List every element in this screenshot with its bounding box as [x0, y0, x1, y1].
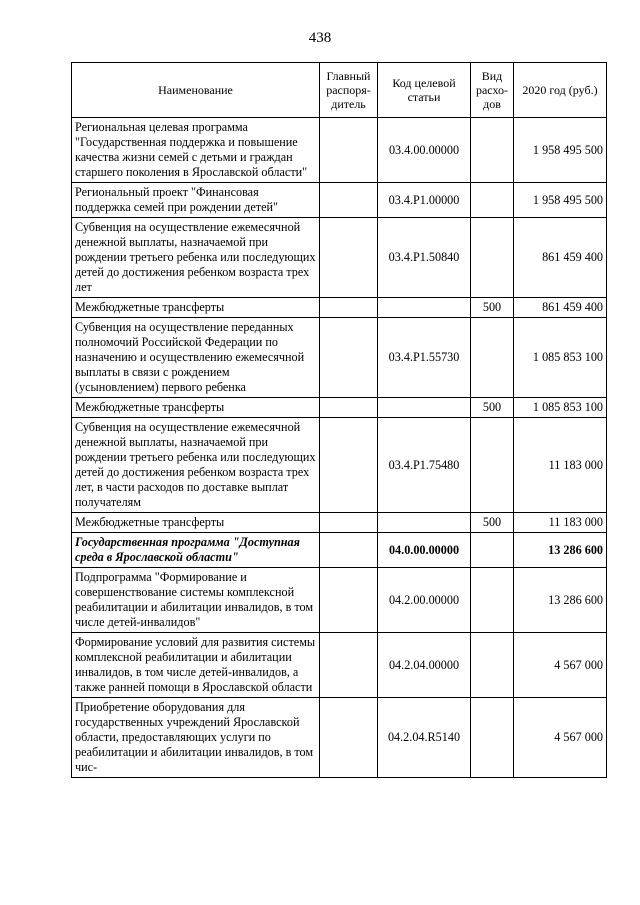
table-row — [72, 398, 607, 418]
row-code: 03.4.P1.00000 — [378, 183, 471, 218]
row-code: 03.4.P1.55730 — [378, 318, 471, 398]
row-admin — [320, 633, 378, 698]
row-vid: 500 — [471, 398, 514, 418]
row-code — [378, 298, 471, 318]
row-name: Подпрограмма "Формирование и совершенствование системы комплексной реабилитации и абилитации инвалидов, в том числе детей-инвалидов" — [72, 568, 320, 633]
header-name: Наименование — [72, 63, 320, 118]
row-name: Государственная программа "Доступная среда в Ярославской области" — [72, 533, 320, 568]
table-row — [72, 218, 607, 298]
row-name: Региональная целевая программа "Государственная поддержка и повышение качества жизни семей с детьми и граждан старшего поколения в Ярославской области" — [72, 118, 320, 183]
row-amount: 13 286 600 — [514, 568, 607, 633]
row-admin — [320, 568, 378, 633]
header-year: 2020 год (руб.) — [514, 63, 607, 118]
row-vid — [471, 218, 514, 298]
row-vid — [471, 118, 514, 183]
header-code: Код целевой статьи — [378, 63, 471, 118]
row-amount: 11 183 000 — [514, 513, 607, 533]
row-admin — [320, 298, 378, 318]
page-number: 438 — [308, 30, 332, 46]
table-row — [72, 418, 607, 513]
row-vid — [471, 698, 514, 778]
table-row — [72, 183, 607, 218]
row-amount: 1 958 495 500 — [514, 118, 607, 183]
row-amount: 4 567 000 — [514, 698, 607, 778]
row-vid — [471, 318, 514, 398]
row-amount: 4 567 000 — [514, 633, 607, 698]
budget-table — [71, 62, 607, 778]
row-amount: 11 183 000 — [514, 418, 607, 513]
row-admin — [320, 398, 378, 418]
row-amount: 13 286 600 — [514, 533, 607, 568]
table-row — [72, 298, 607, 318]
row-name: Формирование условий для развития системы комплексной реабилитации и абилитации инвалидов, в том числе детей-инвалидов, а также ранней помощи в Ярославской области — [72, 633, 320, 698]
row-code: 03.4.P1.75480 — [378, 418, 471, 513]
row-vid — [471, 568, 514, 633]
table-row — [72, 318, 607, 398]
table-row — [72, 698, 607, 778]
row-admin — [320, 183, 378, 218]
row-code — [378, 398, 471, 418]
table-row — [72, 513, 607, 533]
row-vid — [471, 183, 514, 218]
table-row — [72, 118, 607, 183]
row-name: Региональный проект "Финансовая поддержка семей при рождении детей" — [72, 183, 320, 218]
row-admin — [320, 418, 378, 513]
row-code: 04.2.00.00000 — [378, 568, 471, 633]
row-name: Субвенция на осуществление переданных полномочий Российской Федерации по назначению и осуществлению ежемесячной выплаты в связи с рождением (усыновлением) первого ребенка — [72, 318, 320, 398]
row-name: Межбюджетные трансферты — [72, 398, 320, 418]
row-vid — [471, 633, 514, 698]
table-row — [72, 568, 607, 633]
row-admin — [320, 513, 378, 533]
row-code: 03.4.00.00000 — [378, 118, 471, 183]
row-vid — [471, 418, 514, 513]
row-vid: 500 — [471, 298, 514, 318]
row-name: Межбюджетные трансферты — [72, 298, 320, 318]
row-amount: 1 958 495 500 — [514, 183, 607, 218]
row-code: 03.4.P1.50840 — [378, 218, 471, 298]
row-amount: 861 459 400 — [514, 218, 607, 298]
row-name: Субвенция на осуществление ежемесячной денежной выплаты, назначаемой при рождении третьего ребенка или последующих детей до достижения ребенком возраста трех лет, в части расходов по доставке выплат получателям — [72, 418, 320, 513]
row-name: Субвенция на осуществление ежемесячной денежной выплаты, назначаемой при рождении третьего ребенка или последующих детей до достижения ребенком возраста трех лет — [72, 218, 320, 298]
row-admin — [320, 698, 378, 778]
table-row-program — [72, 533, 607, 568]
row-amount: 1 085 853 100 — [514, 398, 607, 418]
row-code — [378, 513, 471, 533]
header-main-admin: Главный распоря-дитель — [320, 63, 378, 118]
row-amount: 1 085 853 100 — [514, 318, 607, 398]
row-code: 04.2.04.00000 — [378, 633, 471, 698]
row-admin — [320, 118, 378, 183]
row-name: Межбюджетные трансферты — [72, 513, 320, 533]
row-code: 04.0.00.00000 — [378, 533, 471, 568]
row-admin — [320, 533, 378, 568]
row-admin — [320, 218, 378, 298]
row-name: Приобретение оборудования для государственных учреждений Ярославской области, предоставляющих услуги по реабилитации и абилитации инвалидов, в том чис- — [72, 698, 320, 778]
row-amount: 861 459 400 — [514, 298, 607, 318]
table-row — [72, 633, 607, 698]
row-admin — [320, 318, 378, 398]
header-vid: Вид расхо-дов — [471, 63, 514, 118]
row-code: 04.2.04.R5140 — [378, 698, 471, 778]
row-vid: 500 — [471, 513, 514, 533]
row-vid — [471, 533, 514, 568]
table-header-row — [72, 63, 607, 118]
